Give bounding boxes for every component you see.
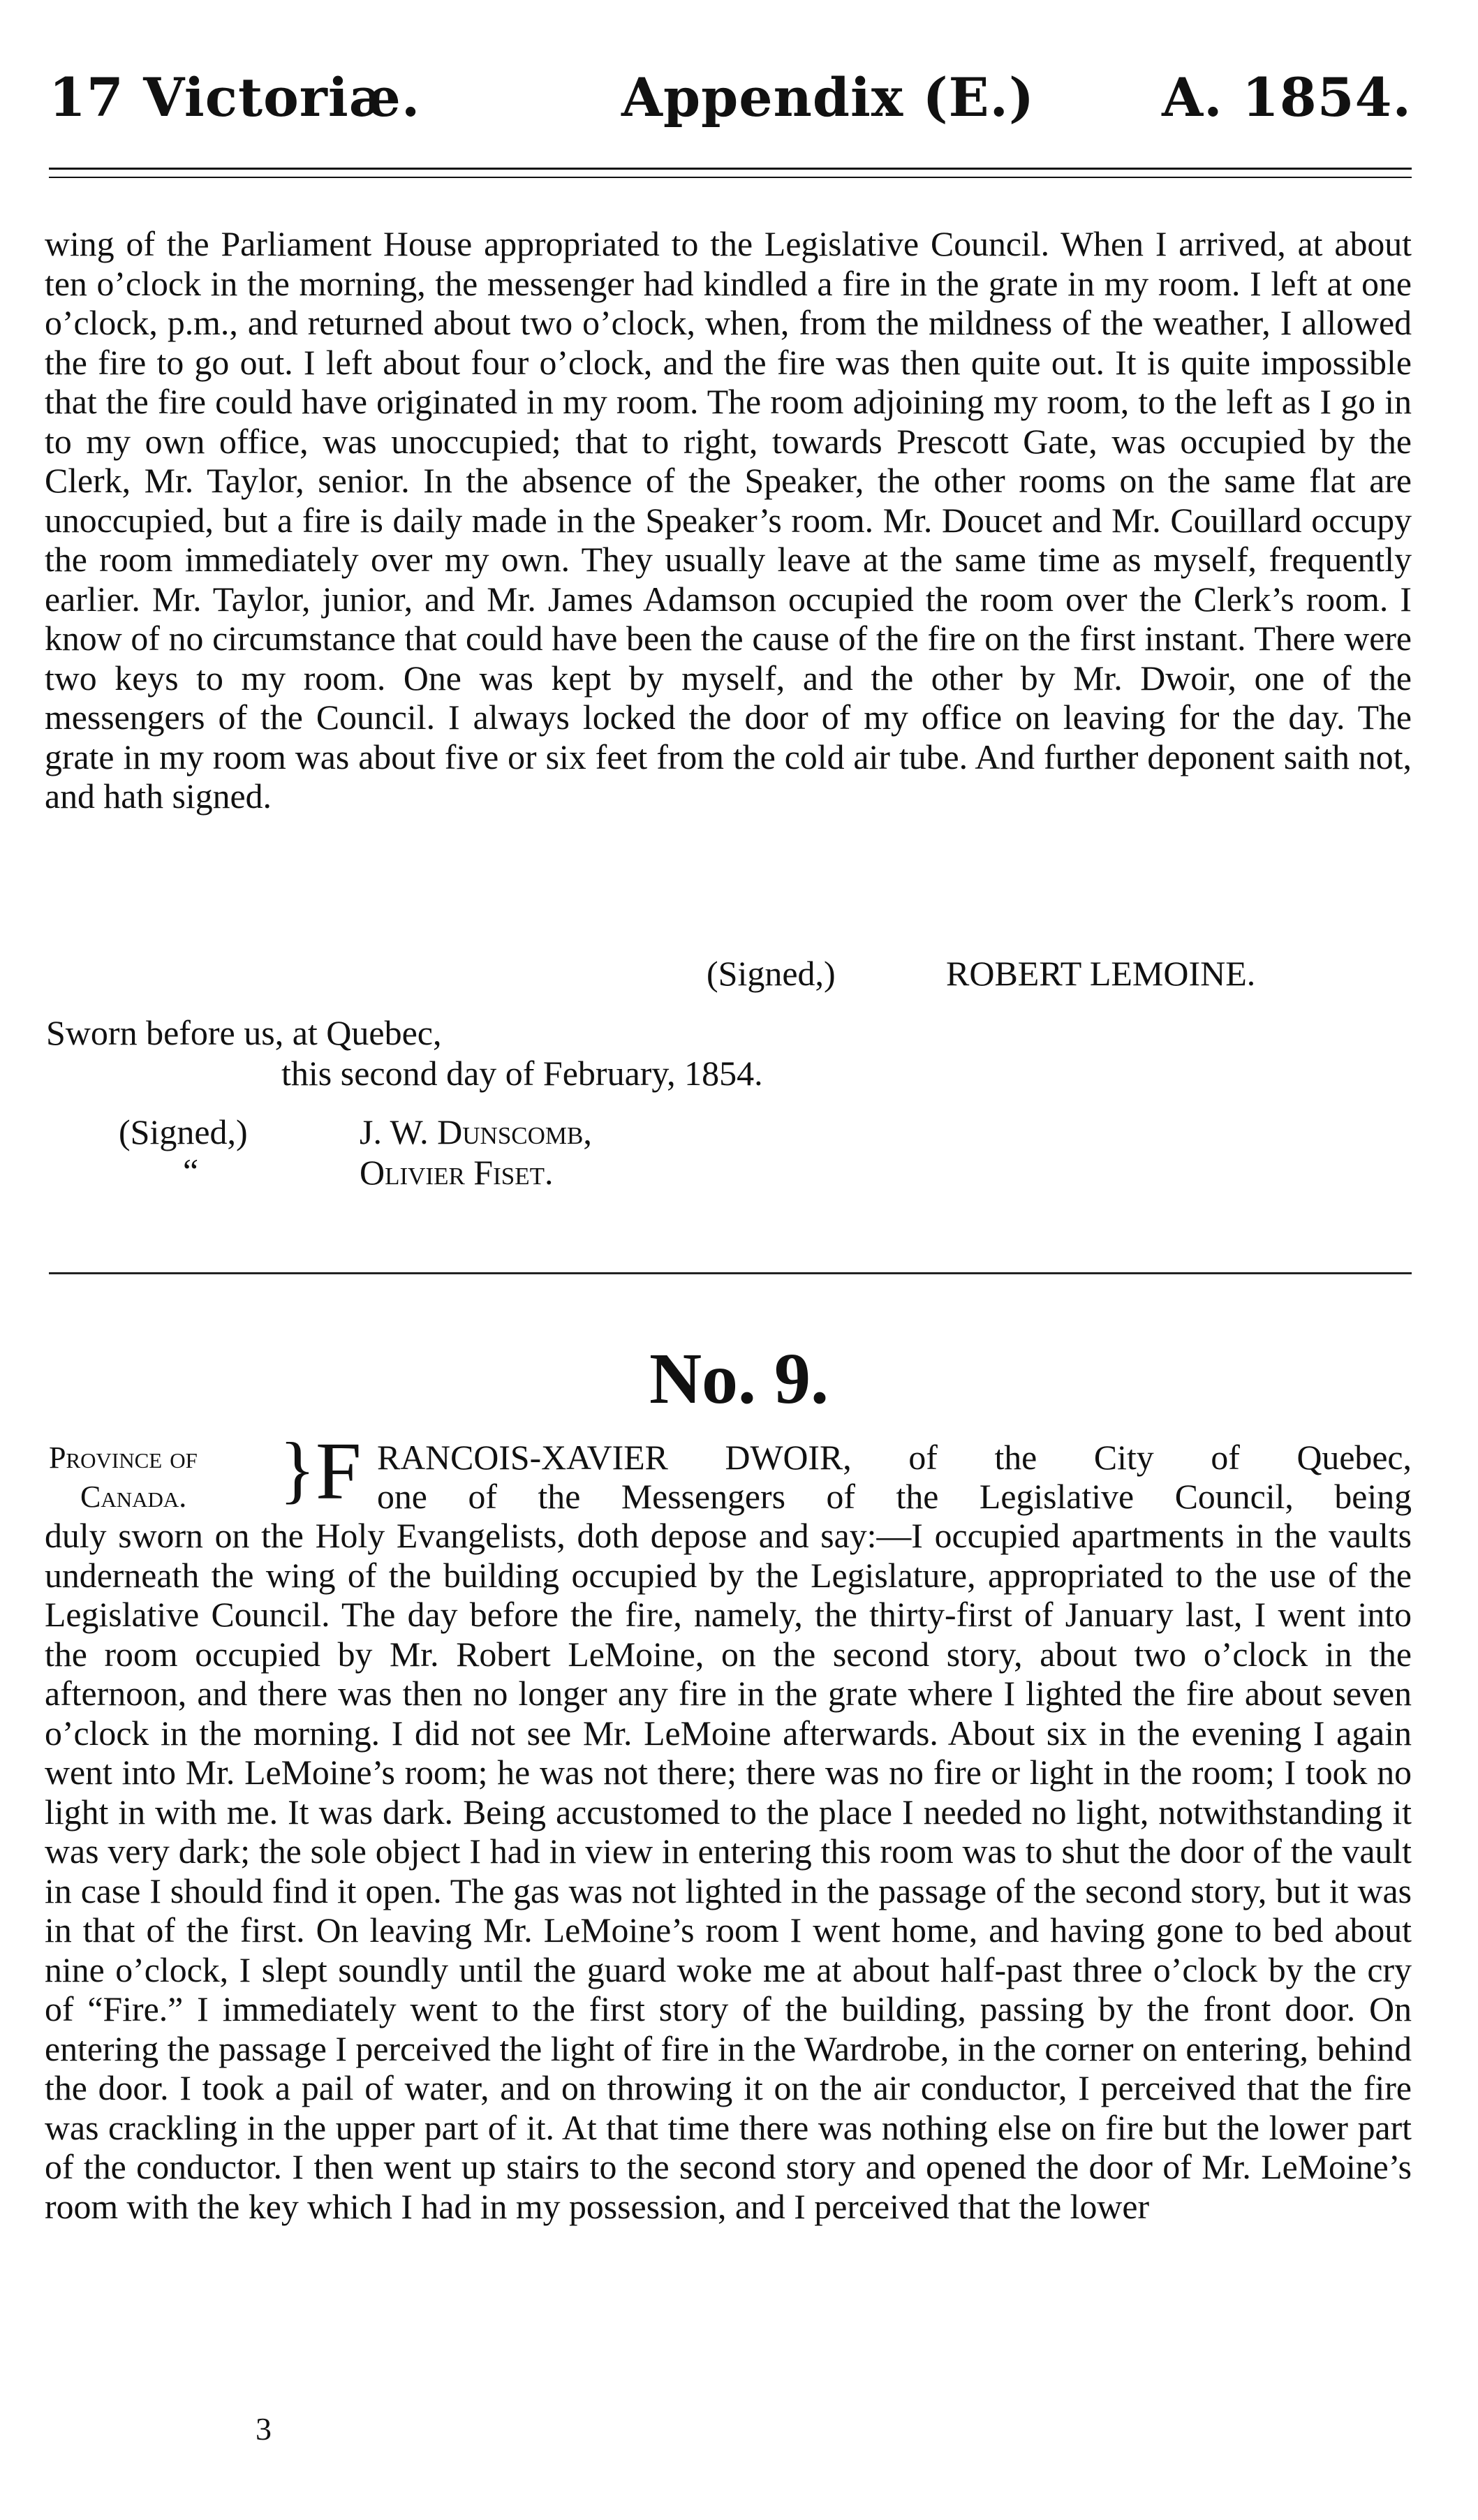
brace-glyph: } bbox=[279, 1428, 316, 1511]
ditto-mark: “ bbox=[183, 1151, 199, 1191]
section-divider bbox=[49, 1272, 1412, 1274]
signed-label: (Signed,) bbox=[707, 954, 836, 993]
province-label: Province of bbox=[49, 1440, 198, 1475]
drop-cap: F bbox=[316, 1425, 362, 1517]
deposition-9-first-line: RANCOIS-XAVIER DWOIR, of the City of Quebec, bbox=[377, 1438, 1412, 1477]
deposition-8-paragraph: wing of the Parliament House appropriated to the Legislative Council. When I arrived, at about ten o’clock in the morning, the messenger had kindled a fire in the grate in my room. I left at one o’clock, p.m., and returned about two o’clock, when, from the mildness of the weather, I allowed the fire to go out. I left about four o’clock, and the fire was then quite out. It is quite impossible that the fire could have originated in my room. The room adjoining my room, to the left as I go in to my own office, was unoccupied; that to right, towards Prescott Gate, was occupied by the Clerk, Mr. Taylor, senior. In the absence of the Speaker, the other rooms on the same flat are unoccupied, but a fire is daily made in the Speaker’s room. Mr. Doucet and Mr. Couillard occupy the room immediately over my own. They usually leave at the same time as myself, frequently earlier. Mr. Taylor, junior, and Mr. James Adamson occupied the room over the Clerk’s room. I know of no circumstance that could have been the cause of the fire on the first instant. There were two keys to my room. One was kept by myself, and the other by Mr. Dwoir, one of the messengers of the Council. I always locked the door of my office on leaving for the day. The grate in my room was about five or six feet from the cold air tube. And further deponent saith not, and hath signed. bbox=[45, 225, 1412, 816]
session-title: 17 Victoriæ. bbox=[49, 66, 421, 128]
witness-signed-label: (Signed,) bbox=[119, 1112, 248, 1151]
year-label: A. 1854. bbox=[1162, 66, 1412, 128]
deposition-9-text bbox=[45, 1517, 1412, 2227]
sworn-line-1: Sworn before us, at Quebec, bbox=[46, 1013, 442, 1052]
deposition-number-heading: No. 9. bbox=[649, 1339, 829, 1419]
running-header bbox=[49, 66, 1412, 136]
deposition-9-paragraph: duly sworn on the Holy Evangelists, doth depose and say:—I occupied apartments in the vaults underneath the wing of the building occupied by the Legislature, appropriated to the use of the Legislative Council. The day before the fire, namely, the thirty-first of January last, I went into the room occupied by Mr. Robert LeMoine, on the second story, about two o’clock in the afternoon, and there was then no longer any fire in the grate where I lighted the fire about seven o’clock in the morning. I did not see Mr. LeMoine afterwards. About six in the evening I again went into Mr. LeMoine’s room; he was not there; there was no fire or light in the room; I took no light in with me. It was dark. Being accustomed to the place I needed no light, notwithstanding it was very dark; the sole object I had in view in entering this room was to shut the door of the vault in case I should find it open. The gas was not lighted in the passage of the second story, but it was in that of the first. On leaving Mr. LeMoine’s room I went home, and having gone to bed about nine o’clock, I slept soundly until the guard woke me at about half-past three o’clock by the cry of “Fire.” I immediately went to the first story of the building, passing by the front door. On entering the passage I perceived the light of fire in the Wardrobe, in the corner on entering, behind the door. I took a pail of water, and on throwing it on the air conductor, I perceived that the fire was crackling in the upper part of it. At that time there was nothing else on fire but the lower part of the conductor. I then went up stairs to the second story and opened the door of Mr. LeMoine’s room with the key which I had in my possession, and I perceived that the lower bbox=[45, 1517, 1412, 2226]
deposition-9-second-line: one of the Messengers of the Legislative Council, being bbox=[377, 1478, 1412, 1516]
appendix-title: Appendix (E.) bbox=[621, 66, 1035, 128]
deposition-8-text bbox=[45, 225, 1412, 817]
page-number: 3 bbox=[256, 2411, 272, 2447]
signature-robert-lemoine: ROBERT LEMOINE. bbox=[946, 954, 1256, 993]
witness-fiset: Olivier Fiset. bbox=[360, 1153, 554, 1192]
witness-dunscomb: J. W. Dunscomb, bbox=[360, 1112, 592, 1151]
sworn-line-2: this second day of February, 1854. bbox=[281, 1054, 763, 1093]
canada-label: Canada. bbox=[80, 1480, 187, 1514]
header-rule bbox=[49, 168, 1412, 178]
province-caption bbox=[49, 1438, 198, 1517]
